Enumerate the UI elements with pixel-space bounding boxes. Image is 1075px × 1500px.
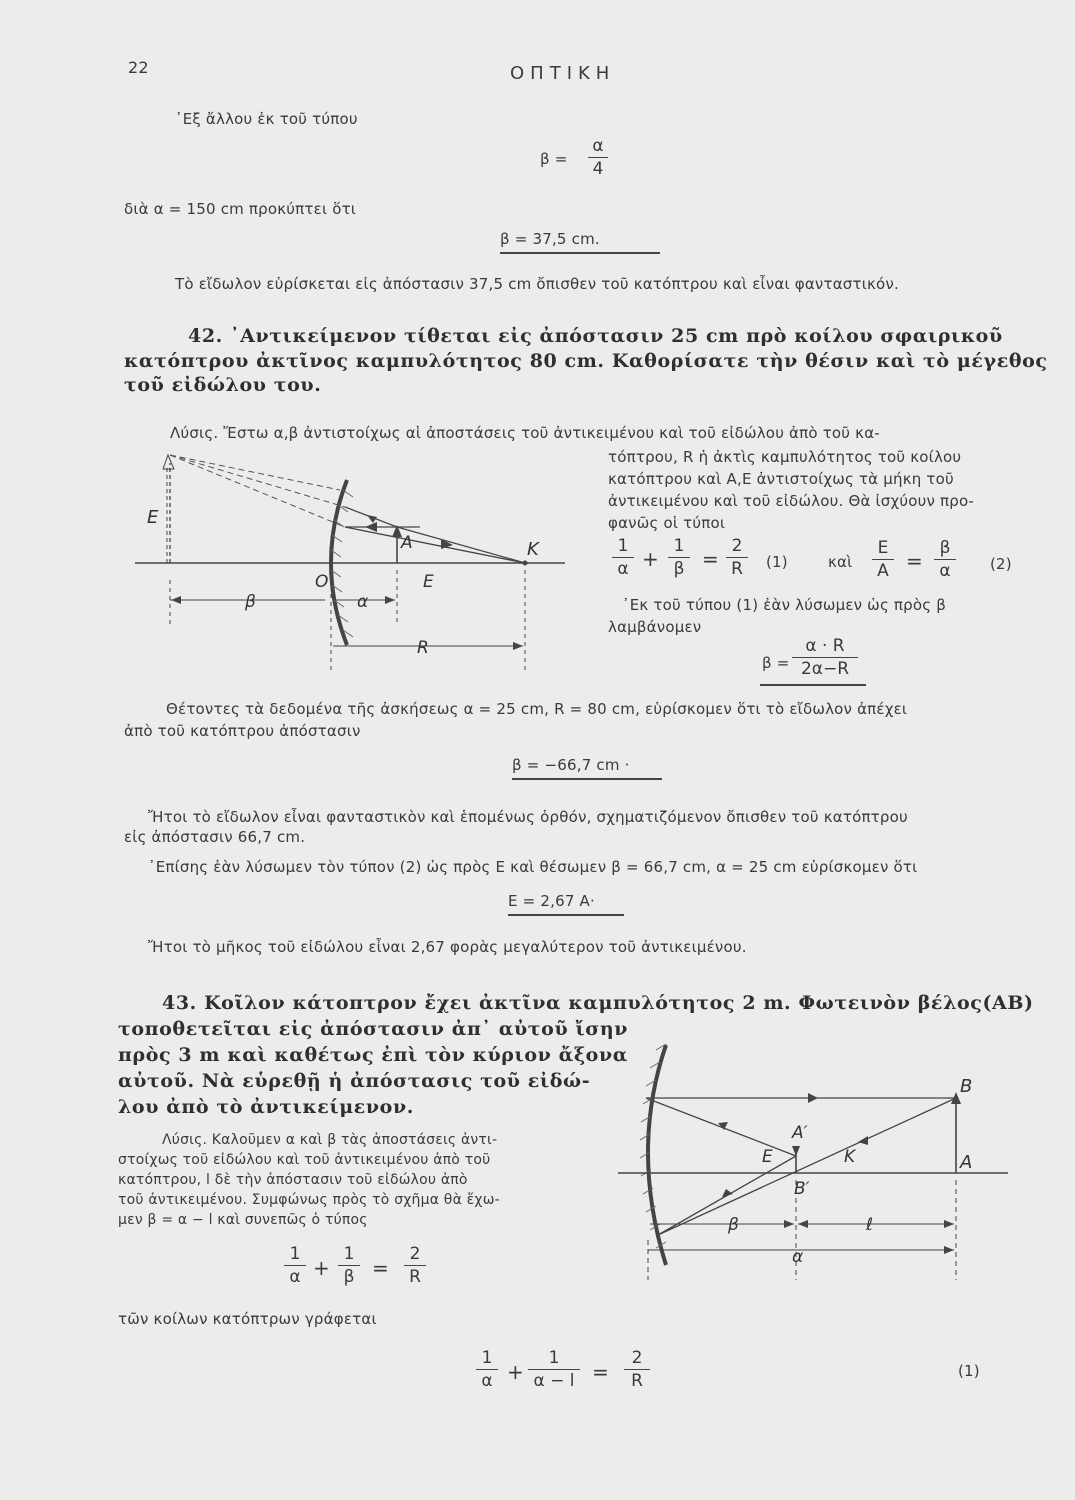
denominator: α	[481, 1371, 493, 1391]
intro-conclusion: Τὸ εἴδωλον εὑρίσκεται εἰς ἀπόστασιν 37,5 cm ὄπισθεν τοῦ κατόπτρου καὶ εἶναι φανταστικόν.	[175, 275, 899, 293]
numerator: β	[939, 538, 951, 558]
solution-line: ἀντικειμένου καὶ τοῦ εἰδώλου. Θὰ ἰσχύουν προ-	[608, 492, 975, 510]
eq-fraction	[338, 1244, 360, 1287]
eq2-fraction	[872, 538, 894, 581]
eq1-fraction	[726, 536, 748, 579]
fig-label-K: K	[844, 1147, 856, 1167]
intro-line: διὰ α = 150 cm προκύπτει ὅτι	[124, 200, 357, 218]
eq-final-fraction	[476, 1348, 498, 1391]
eq2-fraction	[934, 538, 956, 581]
numerator: 2	[409, 1244, 421, 1264]
intro-formula-lhs: β =	[540, 150, 568, 168]
problem-42-title: 42. ᾿Αντικείμενον τίθεται εἰς ἀπόστασιν 25 cm πρὸ κοίλου σφαιρικοῦ	[188, 325, 1003, 347]
problem-42-title: τοῦ εἰδώλου του.	[124, 374, 322, 396]
problem-43-title: αὐτοῦ. Νὰ εὑρεθῇ ἡ ἀπόστασις τοῦ εἰδώ-	[118, 1070, 591, 1092]
solution-line: κατόπτρου καὶ Α,Ε ἀντιστοίχως τὰ μήκη τοῦ	[608, 470, 954, 488]
solution-line: Ἤτοι τὸ μῆκος τοῦ εἰδώλου εἶναι 2,67 φορὰς μεγαλύτερον τοῦ ἀντικειμένου.	[148, 938, 747, 956]
problem-42-title: κατόπτρου ἀκτῖνος καμπυλότητος 80 cm. Καθορίσατε τὴν θέσιν καὶ τὸ μέγεθος	[124, 350, 1048, 372]
fig-label-E: E	[762, 1147, 773, 1167]
solution-line: Ἤτοι τὸ εἴδωλον εἶναι φανταστικὸν καὶ ἑπομένως ὀρθόν, σχηματιζόμενον ὄπισθεν τοῦ κατόπτρου	[148, 808, 908, 826]
eq1-fraction	[612, 536, 634, 579]
problem-43-title: πρὸς 3 m καὶ καθέτως ἐπὶ τὸν κύριον ἄξονα	[118, 1044, 628, 1066]
eq-fraction	[404, 1244, 426, 1287]
problem-43-title: λου ἀπὸ τὸ ἀντικείμενον.	[118, 1096, 414, 1118]
numerator: 1	[673, 536, 685, 556]
fig-label-B: B	[960, 1076, 973, 1097]
concave-mirror-diagram	[135, 445, 580, 680]
solution-line: ᾿Επίσης ἐὰν λύσωμεν τὸν τύπον (2) ὡς πρὸς Ε καὶ θέσωμεν β = 66,7 cm, α = 25 cm εὑρίσκομεν ὅτι	[148, 858, 918, 876]
problem-43-title: τοποθετεῖται εἰς ἀπόστασιν ἀπ᾿ αὐτοῦ ἴσην	[118, 1018, 629, 1040]
numerator: 1	[289, 1244, 301, 1264]
solution-line: λαμβάνομεν	[608, 618, 702, 636]
equals-sign: =	[906, 549, 923, 573]
solution-line: ᾿Εκ τοῦ τύπου (1) ἐὰν λύσωμεν ὡς πρὸς β	[622, 596, 946, 614]
denominator: α − l	[533, 1371, 575, 1391]
intro-formula-fraction	[588, 136, 608, 179]
numerator: α · R	[805, 636, 845, 656]
equals-sign: =	[592, 1360, 609, 1384]
plus-sign: +	[313, 1256, 330, 1280]
denominator: β	[343, 1267, 355, 1287]
eq2-label: (2)	[990, 555, 1012, 573]
fig-label-B-prime: B′	[794, 1179, 810, 1199]
equals-sign: =	[702, 547, 719, 571]
denominator: R	[731, 559, 743, 579]
solution-line: στοίχως τοῦ εἰδώλου καὶ τοῦ ἀντικειμένου ἀπὸ τοῦ	[118, 1152, 491, 1168]
numerator: 2	[631, 1348, 643, 1368]
fraction-bar	[588, 157, 608, 158]
concave-mirror-diagram-2	[618, 1030, 1018, 1280]
solution-line: μεν β = α − l καὶ συνεπῶς ὁ τύπος	[118, 1212, 368, 1228]
fig-label-A: A	[401, 533, 413, 553]
solution-line: τῶν κοίλων κατόπτρων γράφεται	[118, 1310, 377, 1328]
fraction-numerator: α	[592, 136, 604, 156]
beta-formula-lhs: β =	[762, 654, 790, 672]
eq-final-fraction	[528, 1348, 580, 1391]
fig-label-alpha: α	[792, 1247, 804, 1267]
plus-sign: +	[507, 1360, 524, 1384]
denominator: α	[939, 561, 951, 581]
denominator: R	[631, 1371, 643, 1391]
solution-line: τόπτρου, R ἡ ἀκτὶς καμπυλότητος τοῦ κοίλου	[608, 448, 962, 466]
solution-line: Λύσις. Καλοῦμεν α καὶ β τὰς ἀποστάσεις ἀντι-	[162, 1132, 498, 1148]
eq-final-fraction	[624, 1348, 650, 1391]
solution-line: Λύσις. Ἔστω α,β ἀντιστοίχως αἱ ἀποστάσεις τοῦ ἀντικειμένου καὶ τοῦ εἰδώλου ἀπὸ τοῦ κα-	[170, 424, 880, 442]
problem-43-title: 43. Κοῖλον κάτοπτρον ἔχει ἀκτῖνα καμπυλότητος 2 m. Φωτεινὸν βέλος(ΑΒ)	[162, 992, 1034, 1014]
beta-formula-fraction	[792, 636, 858, 679]
denominator: 2α−R	[800, 659, 850, 679]
numerator: 2	[731, 536, 743, 556]
page-number: 22	[128, 58, 149, 77]
fig-label-beta: β	[728, 1215, 739, 1235]
denominator: Α	[877, 561, 889, 581]
e-result: Ε = 2,67 Α·	[508, 892, 624, 916]
intro-result: β = 37,5 cm.	[500, 230, 660, 254]
fig-label-A: A	[960, 1152, 973, 1173]
numerator: 1	[548, 1348, 560, 1368]
fraction-denominator: 4	[592, 159, 604, 179]
numerator: 1	[481, 1348, 493, 1368]
eq-fraction	[284, 1244, 306, 1287]
underline	[760, 684, 866, 686]
eq1-fraction	[668, 536, 690, 579]
conjunction: καὶ	[828, 553, 853, 571]
fig-label-O: O	[315, 572, 329, 592]
eq1-label: (1)	[766, 553, 788, 571]
numerator: 1	[343, 1244, 355, 1264]
denominator: R	[409, 1267, 421, 1287]
fig-label-K: K	[527, 539, 539, 560]
fig-label-l: ℓ	[866, 1215, 874, 1235]
solution-line: κατόπτρου, l δὲ τὴν ἀπόστασιν τοῦ εἰδώλου ἀπὸ	[118, 1172, 468, 1188]
fig-label-beta: β	[245, 592, 256, 612]
fig-label-E: E	[147, 507, 159, 528]
numerator: Ε	[877, 538, 889, 558]
running-title: ΟΠΤΙΚΗ	[510, 63, 616, 84]
solution-line: φανῶς οἱ τύποι	[608, 514, 726, 532]
denominator: α	[289, 1267, 301, 1287]
solution-line: εἰς ἀπόστασιν 66,7 cm.	[124, 828, 306, 846]
beta-result: β = −66,7 cm ·	[512, 756, 662, 780]
solution-line: Θέτοντες τὰ δεδομένα τῆς ἀσκήσεως α = 25 cm, R = 80 cm, εὑρίσκομεν ὅτι τὸ εἴδωλον ἀπέχει	[166, 700, 908, 718]
solution-line: τοῦ ἀντικειμένου. Συμφώνως πρὸς τὸ σχῆμα θὰ ἔχω-	[118, 1192, 500, 1208]
denominator: β	[673, 559, 685, 579]
denominator: α	[617, 559, 629, 579]
equals-sign: =	[372, 1256, 389, 1280]
numerator: 1	[617, 536, 629, 556]
solution-line: ἀπὸ τοῦ κατόπτρου ἀπόστασιν	[124, 722, 361, 740]
fig-label-E: E	[423, 572, 434, 592]
eq-final-label: (1)	[958, 1362, 980, 1380]
plus-sign: +	[642, 547, 659, 571]
fig-label-R: R	[417, 638, 429, 658]
fig-label-A-prime: A′	[792, 1123, 808, 1143]
fig-label-alpha: α	[357, 592, 369, 612]
intro-line: ᾿Εξ ἄλλου ἐκ τοῦ τύπου	[175, 110, 358, 128]
